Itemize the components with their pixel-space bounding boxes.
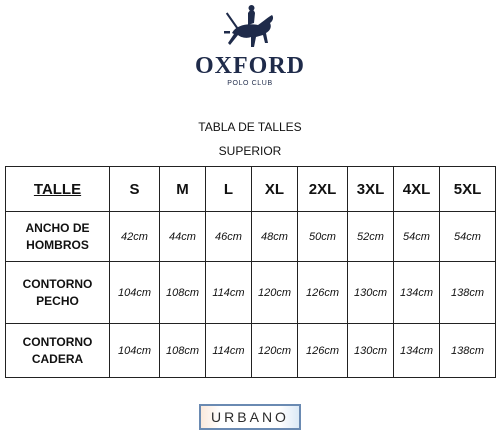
- table-cell: 108cm: [160, 262, 206, 324]
- brand-subtitle: POLO CLUB: [227, 80, 273, 87]
- table-cell: 104cm: [110, 262, 160, 324]
- row-label-line2: HOMBROS: [26, 237, 89, 252]
- table-row: [6, 212, 496, 262]
- brand-name: OXFORD: [195, 53, 305, 79]
- table-cell: 54cm: [394, 212, 440, 262]
- polo-player-icon: [218, 3, 282, 53]
- row-label-line2: CADERA: [31, 351, 84, 366]
- table-cell: 130cm: [348, 324, 394, 378]
- table-title: TABLA DE TALLES: [198, 120, 302, 134]
- table-cell: 120cm: [252, 262, 298, 324]
- table-cell: 54cm: [440, 212, 496, 262]
- table-cell: 44cm: [160, 212, 206, 262]
- table-cell: 50cm: [298, 212, 348, 262]
- table-cell: 126cm: [298, 324, 348, 378]
- header-size-xl: XL: [252, 167, 298, 212]
- table-cell: 134cm: [394, 262, 440, 324]
- row-label: [6, 324, 110, 378]
- row-label-line1: ANCHO DE: [25, 220, 90, 235]
- table-cell: 48cm: [252, 212, 298, 262]
- table-cell: 52cm: [348, 212, 394, 262]
- header-size-l: L: [206, 167, 252, 212]
- table-subtitle: SUPERIOR: [218, 144, 282, 158]
- table-cell: 104cm: [110, 324, 160, 378]
- urbano-logo: URBANO: [199, 404, 301, 430]
- header-size-5xl: 5XL: [440, 167, 496, 212]
- header-size-s: S: [110, 167, 160, 212]
- table-cell: 42cm: [110, 212, 160, 262]
- row-label: [6, 212, 110, 262]
- header-size-3xl: 3XL: [348, 167, 394, 212]
- table-cell: 130cm: [348, 262, 394, 324]
- row-label-line2: PECHO: [36, 293, 79, 308]
- table-cell: 114cm: [206, 324, 252, 378]
- table-cell: 114cm: [206, 262, 252, 324]
- header-size-m: M: [160, 167, 206, 212]
- table-cell: 46cm: [206, 212, 252, 262]
- table-cell: 134cm: [394, 324, 440, 378]
- table-row: [6, 262, 496, 324]
- table-row: [6, 324, 496, 378]
- table-cell: 126cm: [298, 262, 348, 324]
- row-label-line1: CONTORNO: [22, 334, 93, 349]
- header-size-4xl: 4XL: [394, 167, 440, 212]
- size-table: [5, 166, 496, 378]
- table-cell: 138cm: [440, 324, 496, 378]
- row-label: [6, 262, 110, 324]
- table-cell: 120cm: [252, 324, 298, 378]
- table-cell: 138cm: [440, 262, 496, 324]
- row-label-line1: CONTORNO: [22, 276, 93, 291]
- table-header-row: [6, 167, 496, 212]
- table-cell: 108cm: [160, 324, 206, 378]
- header-talle: TALLE: [6, 167, 110, 212]
- polo-logo: [0, 0, 500, 53]
- header-size-2xl: 2XL: [298, 167, 348, 212]
